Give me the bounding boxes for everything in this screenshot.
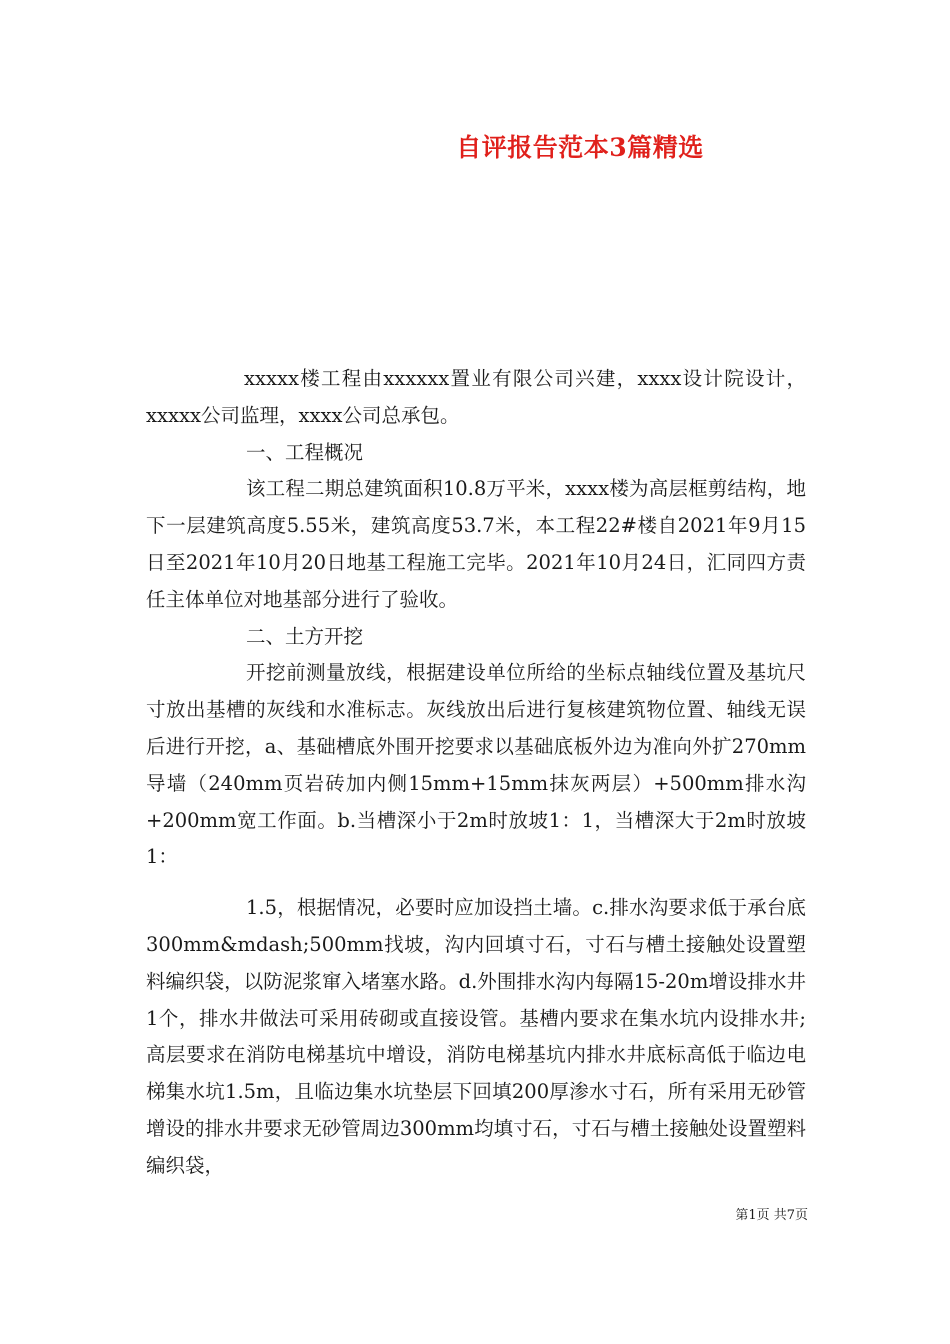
- heading-project-overview: 一、工程概况: [246, 440, 364, 464]
- document-body: [146, 361, 806, 1185]
- paragraph-excavation: 开挖前测量放线，根据建设单位所给的坐标点轴线位置及基坑尺寸放出基槽的灰线和水准标志。灰线放出后进行复核建筑物位置、轴线无误后进行开挖，a、基础槽底外围开挖要求以基础底板外边为准向外扩270mm导墙（240mm页岩砖加内侧15mm+15mm抹灰两层）+500mm排水沟+200mm宽工作面。b.当槽深小于2m时放坡1：1，当槽深大于2m时放坡1：: [146, 661, 806, 869]
- paragraph-intro: xxxxx楼工程由xxxxxx置业有限公司兴建，xxxx设计院设计，xxxxx公司监理，xxxx公司总承包。: [146, 367, 806, 427]
- paragraph-excavation-continued: 1.5，根据情况，必要时应加设挡土墙。c.排水沟要求低于承台底300mm&mdash;500mm找坡，沟内回填寸石，寸石与槽土接触处设置塑料编织袋，以防泥浆窜入堵塞水路。d.外围排水沟内每隔15-20m增设排水井1个，排水井做法可采用砖砌或直接设管。基槽内要求在集水坑内设排水井;高层要求在消防电梯基坑中增设，消防电梯基坑内排水井底标高低于临边电梯集水坑1.5m，且临边集水坑垫层下回填200厚渗水寸石，所有采用无砂管增设的排水井要求无砂管周边300mm均填寸石，寸石与槽土接触处设置塑料编织袋，: [146, 896, 806, 1177]
- document-title: 自评报告范本3篇精选: [456, 133, 704, 162]
- heading-earth-excavation: 二、土方开挖: [246, 624, 364, 648]
- page-number: 第1页 共7页: [735, 1208, 808, 1223]
- paragraph-project-overview: 该工程二期总建筑面积10.8万平米，xxxx楼为高层框剪结构，地下一层建筑高度5.55米，建筑高度53.7米，本工程22#楼自2021年9月15日至2021年10月20日地基工程施工完毕。2021年10月24日，汇同四方责任主体单位对地基部分进行了验收。: [146, 477, 806, 611]
